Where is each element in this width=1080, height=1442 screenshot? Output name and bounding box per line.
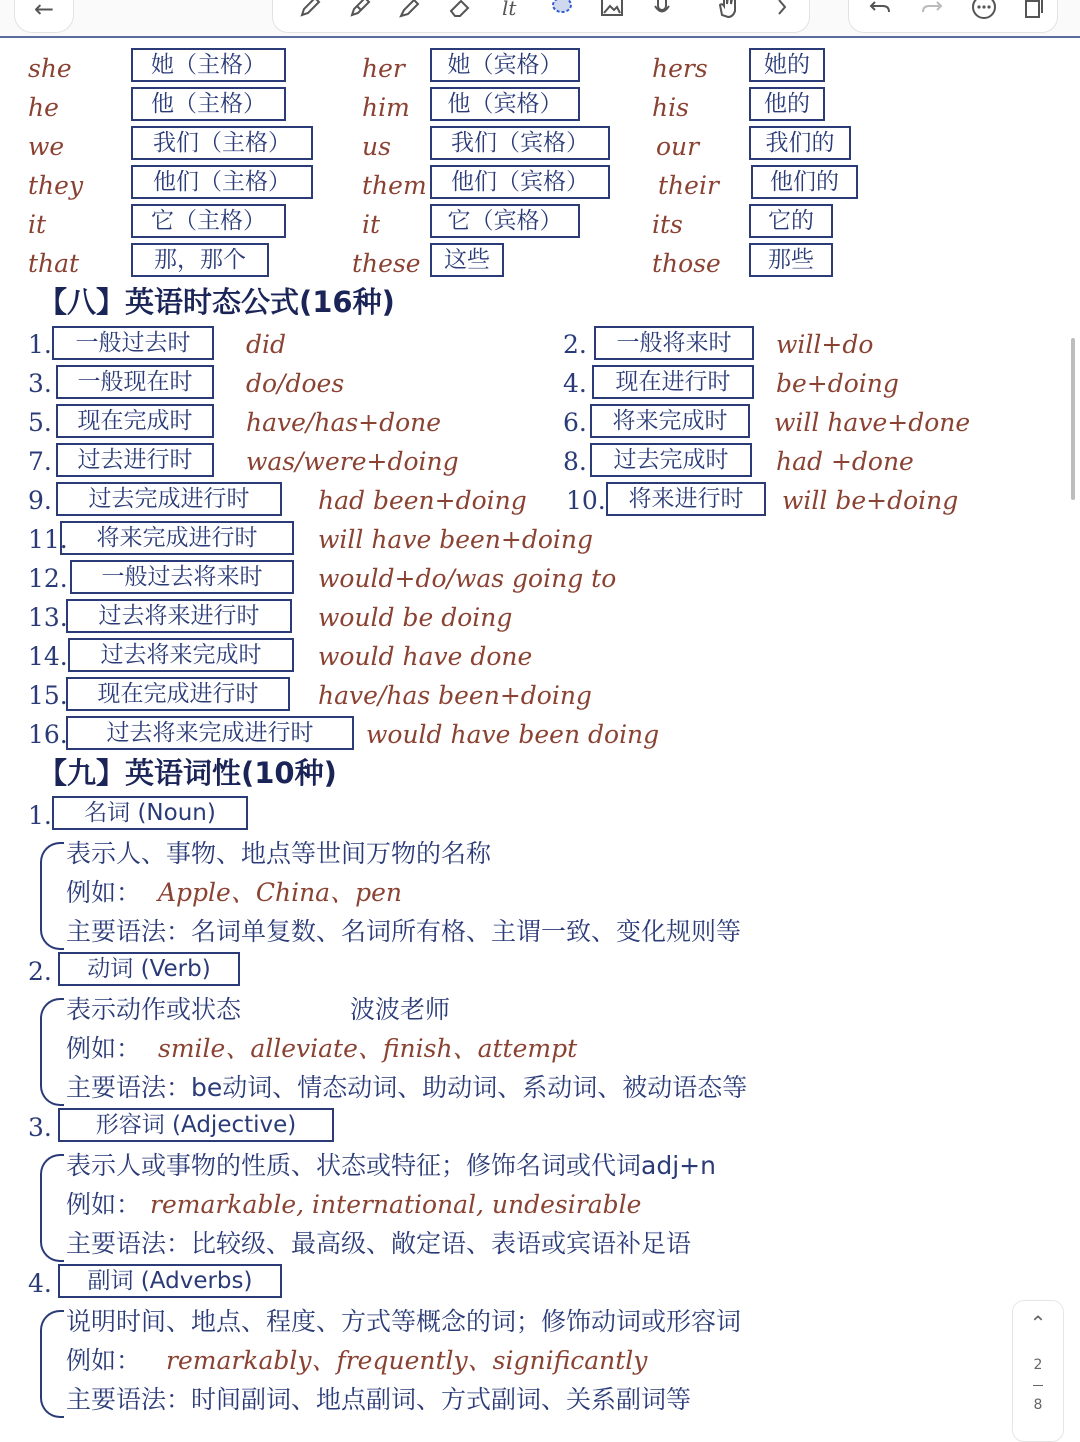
image-tool[interactable] [595,0,629,22]
tense-formula: had +done [776,447,914,476]
tense-number: 4. [563,369,587,398]
tense-formula: would be doing [318,603,513,632]
pen-icon [346,0,374,21]
pos-example: remarkably、frequently、significantly [166,1346,648,1375]
tense-name-box: 现在完成进行时 [66,677,290,711]
redo-icon [919,0,945,20]
pages-icon [1021,0,1047,20]
tense-name-box: 将来进行时 [606,482,766,516]
pos-grammar: 主要语法：时间副词、地点副词、方式副词、关系副词等 [66,1385,692,1414]
tense-formula: will+do [776,330,874,359]
tense-number: 8. [563,447,587,476]
pronoun-word: it [362,210,381,239]
tense-number: 6. [563,408,587,437]
tense-name-box: 一般现在时 [56,365,214,399]
pronoun-meaning-box: 那，那个 [131,243,269,277]
top-toolbar [0,0,1080,38]
tense-number: 3. [28,369,52,398]
tense-number: 12. [28,564,68,593]
pronoun-word: she [28,54,72,83]
vertical-scrollbar[interactable] [1071,338,1075,500]
tense-name-box: 过去完成进行时 [56,482,282,516]
tense-formula: was/were+doing [246,447,459,476]
eraser-icon [446,0,474,21]
tense-formula: had been+doing [318,486,527,515]
tense-formula: would+do/was going to [318,564,617,593]
pronoun-word: his [652,93,689,122]
tense-formula: would have done [318,642,533,671]
arrow-left-icon: ← [33,0,55,23]
tense-formula: will have+done [774,408,971,437]
pen-icon [296,0,324,21]
tense-formula: have/has been+doing [318,681,592,710]
pronoun-meaning-box: 我们（主格） [131,126,313,160]
hand-tool[interactable] [711,0,745,22]
tense-number: 2. [563,330,587,359]
tense-name-box: 过去将来完成进行时 [66,716,354,750]
pos-description: 说明时间、地点、程度、方式等概念的词；修饰动词或形容词 [66,1307,742,1336]
pos-title-box: 名词 (Noun) [52,796,248,830]
tense-number: 5. [28,408,52,437]
tense-name-box: 过去将来进行时 [66,599,292,633]
tense-formula: do/does [246,369,345,398]
pos-title-box: 副词 (Adverbs) [58,1264,282,1298]
pos-example: remarkable, international, undesirable [150,1190,642,1219]
tense-name-box: 一般过去时 [52,326,214,360]
more-button[interactable] [967,0,1001,22]
tense-name-box: 一般将来时 [594,326,754,360]
more-tools-button[interactable] [765,0,799,22]
tense-number: 7. [28,447,52,476]
pronoun-word: her [362,54,405,83]
pronoun-word: hers [652,54,708,83]
pronoun-word: it [28,210,47,239]
pos-example: Apple、China、pen [158,878,402,907]
pronoun-meaning-box: 他（宾格） [430,87,580,121]
pos-number: 3. [28,1113,52,1142]
total-pages: 8 [1033,1397,1043,1413]
highlighter-tool[interactable] [393,0,427,22]
page-divider [1033,1385,1043,1386]
pronoun-word: him [362,93,410,122]
lasso-tool[interactable] [545,0,579,22]
author-note: 波波老师 [350,995,451,1024]
pages-button[interactable] [1017,0,1051,22]
text-icon [498,0,526,21]
pronoun-word: these [352,249,421,278]
tense-name-box: 过去进行时 [56,443,214,477]
pronoun-meaning-box: 它（宾格） [430,204,580,238]
pos-description: 表示动作或状态 [66,995,242,1024]
pronoun-meaning-box: 我们（宾格） [430,126,610,160]
eraser-tool[interactable] [443,0,477,22]
drawing-tools [272,0,810,33]
undo-icon [867,0,893,20]
tense-number: 16. [28,720,68,749]
tense-number: 15. [28,681,68,710]
pos-grammar: 主要语法：be动词、情态动词、助动词、系动词、被动语态等 [66,1073,748,1102]
tense-formula: be+doing [776,369,899,398]
pen-tool-2[interactable] [343,0,377,22]
tense-name-box: 现在完成时 [56,404,214,438]
more-icon [971,0,997,20]
pronoun-word: their [658,171,719,200]
lasso-icon [548,0,576,21]
pronoun-word: we [28,132,65,161]
pos-title-box: 形容词 (Adjective) [58,1108,334,1142]
pronoun-word: its [652,210,683,239]
pen-tool[interactable] [293,0,327,22]
pronoun-word: us [362,132,391,161]
tense-formula: would have been doing [366,720,660,749]
tense-formula: will have been+doing [318,525,593,554]
pronoun-word: they [28,171,84,200]
pos-example: smile、alleviate、finish、attempt [158,1034,578,1063]
pronoun-word: our [656,132,700,161]
tense-formula: will be+doing [782,486,959,515]
pronoun-meaning-box: 她（主格） [131,48,286,82]
pronoun-meaning-box: 他们的 [751,165,858,199]
current-page: 2 [1033,1357,1043,1373]
microphone-tool[interactable] [645,0,679,22]
brace [40,1154,64,1262]
pronoun-meaning-box: 它（主格） [131,204,286,238]
tense-number: 14. [28,642,68,671]
pos-description: 表示人、事物、地点等世间万物的名称 [66,839,492,868]
pronoun-meaning-box: 它的 [749,204,833,238]
pos-number: 1. [28,801,52,830]
pronoun-meaning-box: 他们（主格） [131,165,313,199]
tense-name-box: 过去将来完成时 [68,638,294,672]
tense-name-box: 一般过去将来时 [70,560,294,594]
brace [40,1310,64,1418]
text-tool[interactable] [495,0,529,22]
tense-name-box: 将来完成进行时 [60,521,294,555]
pos-example-label: 例如： [66,1034,142,1063]
pos-number: 4. [28,1269,52,1298]
tenses-heading: 【八】英语时态公式(16种) [38,285,395,319]
tense-name-box: 过去完成时 [590,443,752,477]
image-icon [598,0,626,21]
tense-number: 13. [28,603,68,632]
pronoun-meaning-box: 她（宾格） [430,48,580,82]
note-page[interactable] [0,38,1080,1440]
pos-example-label: 例如： [66,1346,142,1375]
tense-number: 1. [28,330,52,359]
pronoun-meaning-box: 我们的 [749,126,851,160]
pronoun-meaning-box: 那些 [749,243,833,277]
page-indicator[interactable] [1012,1300,1064,1442]
tense-name-box: 现在进行时 [592,365,754,399]
pronoun-meaning-box: 这些 [430,243,504,277]
brace [40,998,64,1106]
tense-formula: did [246,330,287,359]
redo-button[interactable] [915,0,949,22]
pos-grammar: 主要语法：比较级、最高级、敞定语、表语或宾语补足语 [66,1229,692,1258]
pos-number: 2. [28,957,52,986]
chevron-up-icon[interactable]: ⌃ [1029,1311,1047,1335]
back-button[interactable] [14,0,74,33]
pronoun-meaning-box: 她的 [749,48,825,82]
pronoun-word: he [28,93,59,122]
chevron-right-icon [768,0,796,21]
pos-heading: 【九】英语词性(10种) [38,756,337,790]
pronoun-meaning-box: 他的 [749,87,825,121]
microphone-icon [648,0,676,21]
pos-example-label: 例如： [66,878,142,907]
pronoun-word: those [652,249,721,278]
tense-formula: have/has+done [246,408,442,437]
pos-title-box: 动词 (Verb) [58,952,240,986]
pos-description: 表示人或事物的性质、状态或特征；修饰名词或代词adj+n [66,1151,716,1180]
pronoun-word: that [28,249,80,278]
pronoun-meaning-box: 他们（宾格） [430,165,610,199]
pronoun-meaning-box: 他（主格） [131,87,286,121]
pos-grammar: 主要语法：名词单复数、名词所有格、主谓一致、变化规则等 [66,917,742,946]
highlighter-icon [396,0,424,21]
tense-number: 10. [566,486,606,515]
tense-name-box: 将来完成时 [590,404,750,438]
hand-icon [714,0,742,21]
brace [40,842,64,950]
tense-number: 9. [28,486,52,515]
svg-text:lt: lt [502,0,517,20]
undo-button[interactable] [863,0,897,22]
pos-example-label: 例如： [66,1190,142,1219]
pronoun-word: them [362,171,427,200]
action-tools [848,0,1058,33]
tense-number: 11. [28,525,68,554]
